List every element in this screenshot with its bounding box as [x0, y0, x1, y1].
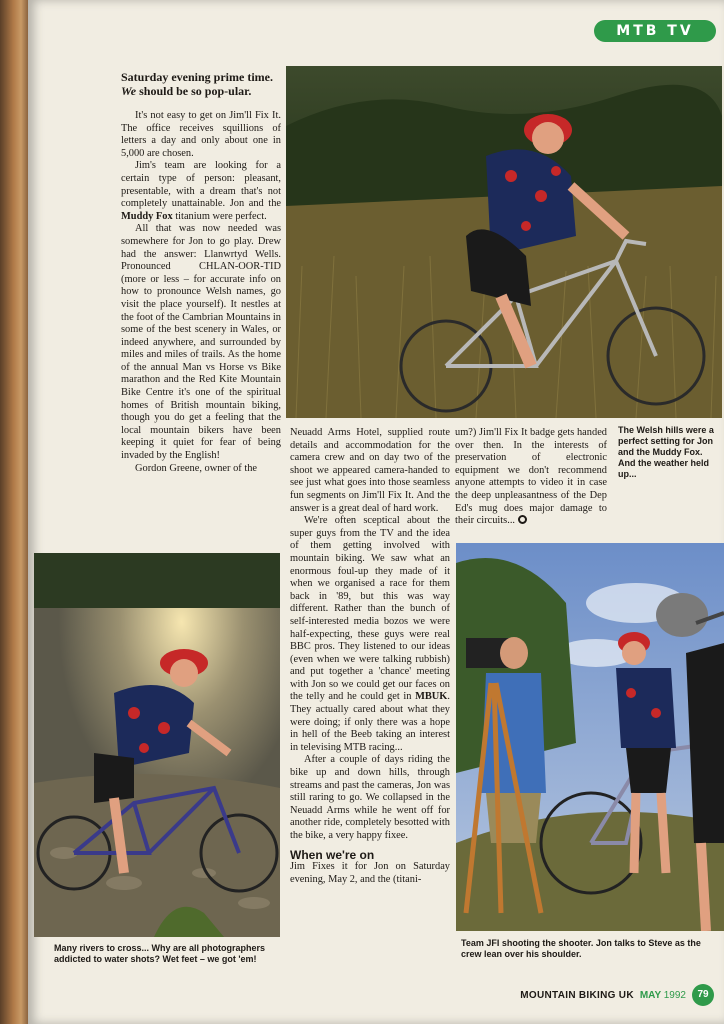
paragraph: Jim Fixes it for Jon on Saturday evening, May 2, and the (titani- [290, 861, 450, 885]
photo-rider-by-river [34, 553, 280, 937]
issue-year: 1992 [663, 989, 686, 1001]
paragraph: Neuadd Arms Hotel, supplied route details and accommodation for the camera crew and on day two of the shoot we appeared camera-handed to see just what goes into those seamless fun segments on Jim'll Fix It. And the answer is a great deal of hard work. [290, 427, 450, 514]
photo-camera-crew [456, 543, 724, 931]
paragraph: After a couple of days riding the bike up and down hills, through streams and past the cameras, Jon was still raring to go. We collapsed in the Neuadd Arms while he went off for another ride, completely besotted with the bike, a very happy fixee. [290, 754, 450, 841]
paragraph: All that was now needed was somewhere for Jon to go play. Drew had the answer: Llanwrtyd Wells. Pronounced CHLAN-OOR-TID (more or less – for accurate info on how to pronounce Welsh names, go visit the place yourself). It nestles at the foot of the Cambrian Mountains in some of the best scenery in Wales, or indeed anywhere, and surrounded by miles and miles of trails. As the home of the annual Man vs Horse vs Bike marathon and the Red Kite Mountain Bike Centre it's one of the spiritual homes of British mountain biking, though you do get a feeling that the local mountain bikers have been keeping it quiet for fear of being invaded by the English! [121, 223, 281, 462]
paragraph: We're often sceptical about the super guys from the TV and the idea of them getting involved with mountain biking. We saw what an enormous foul-up they made of it when we organised a race for them back in '89, but this was way different. Rather than the bunch of self-interested media bozos we were half-expecting, these guys were real BBC pros. They listened to our ideas (even when we were talking rubbish) and put together a 'chance' meeting with Jon so we could get our faces on the telly and he could get in MBUK. They actually cared about what they were doing; if only there was a hope in hell of the Beeb taking an interest in televising MTB racing... [290, 515, 450, 753]
end-mark-icon [518, 515, 527, 524]
paragraph: Jim's team are looking for a certain type of person: pleasant, presentable, with a dream that's not completely unattainable. Jon and the Muddy Fox titanium were perfect. [121, 160, 281, 222]
subheading: When we're on [290, 847, 375, 862]
paragraph: um?) Jim'll Fix It badge gets handed over then. In the interests of preservation of electronic equipment we don't recommend anyone attempts to video it in case the deep unpleasantness of the Dep Ed's mug does major damage to their circuits... [455, 427, 607, 527]
article-column-1 [121, 70, 281, 475]
magazine-page [28, 0, 724, 1024]
article-column-3 [455, 427, 607, 528]
caption-welsh-hills: The Welsh hills were a perfect setting for Jon and the Muddy Fox. And the weather held up... [618, 425, 714, 479]
issue-month: MAY [639, 989, 661, 1001]
paragraph: It's not easy to get on Jim'll Fix It. The office receives squillions of letters a day and only about one in 5,000 are chosen. [121, 110, 281, 159]
caption-team-jfi: Team JFI shooting the shooter. Jon talks to Steve as the crew lean over his shoulder. [461, 938, 701, 959]
magazine-spine [0, 0, 30, 1024]
caption-rivers: Many rivers to cross... Why are all photographers addicted to water shots? Wet feet – we got 'em! [54, 943, 266, 964]
photo-rider-in-grass [286, 66, 722, 418]
article-column-2 [290, 427, 450, 886]
magazine-name: MOUNTAIN BIKING UK [520, 989, 634, 1001]
page-footer [520, 984, 714, 1006]
section-badge: MTB TV [594, 20, 716, 42]
page-number: 79 [692, 984, 714, 1006]
lead-headline: Saturday evening prime time. We should be so pop-ular. [121, 70, 273, 98]
paragraph: Gordon Greene, owner of the [135, 462, 258, 474]
